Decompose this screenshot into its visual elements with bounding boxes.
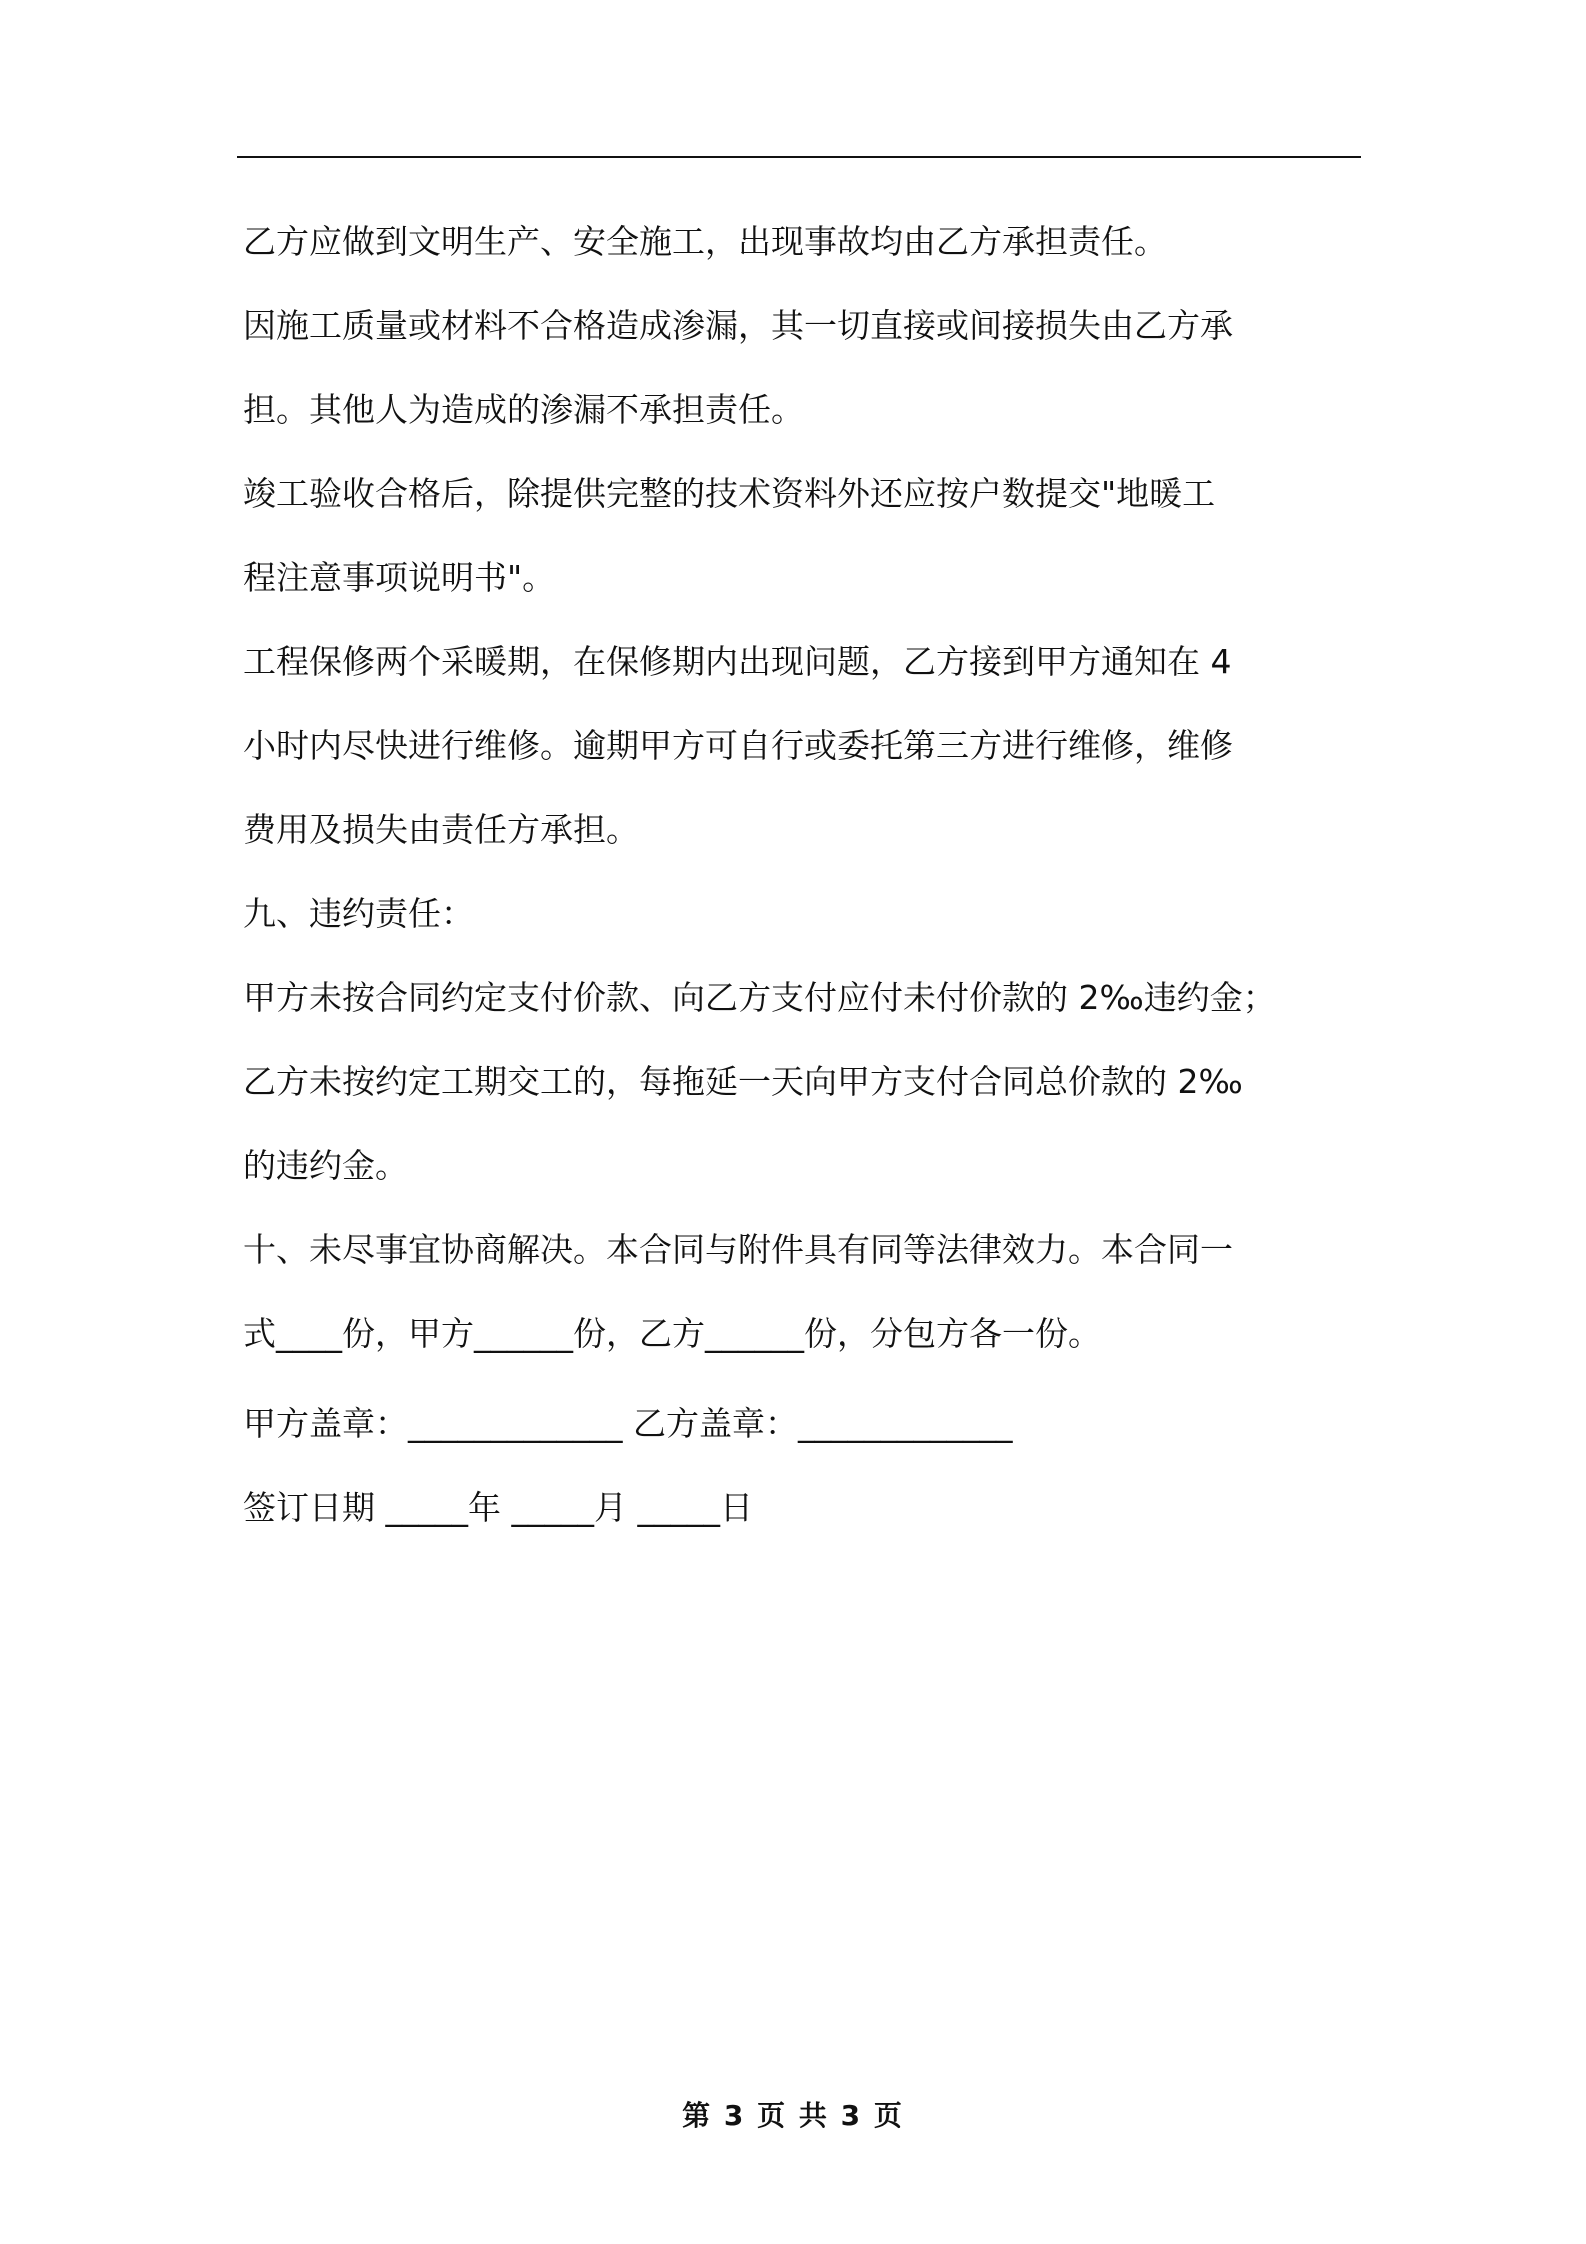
date-line: 签订日期 _____年 _____月 _____日 xyxy=(243,1488,753,1527)
text-line: 式____份，甲方______份，乙方______份，分包方各一份。 xyxy=(243,1314,1101,1353)
text-line: 竣工验收合格后，除提供完整的技术资料外还应按户数提交"地暖工 xyxy=(243,474,1216,513)
text-line: 甲方未按合同约定支付价款、向乙方支付应付未付价款的 2‰违约金； xyxy=(243,978,1276,1017)
page-number: 第 3 页 共 3 页 xyxy=(682,2099,904,2132)
header-rule xyxy=(237,156,1361,158)
text-line: 乙方未按约定工期交工的，每拖延一天向甲方支付合同总价款的 2‰ xyxy=(243,1062,1243,1101)
text-line: 的违约金。 xyxy=(243,1146,408,1185)
contract-body xyxy=(243,200,1363,1550)
text-line: 费用及损失由责任方承担。 xyxy=(243,810,639,849)
text-line: 程注意事项说明书"。 xyxy=(243,558,556,597)
text-line: 担。其他人为造成的渗漏不承担责任。 xyxy=(243,390,804,429)
text-line: 小时内尽快进行维修。逾期甲方可自行或委托第三方进行维修，维修 xyxy=(243,726,1233,765)
section-heading-misc: 十、未尽事宜协商解决。本合同与附件具有同等法律效力。本合同一 xyxy=(243,1230,1233,1269)
signature-line: 甲方盖章：_____________ 乙方盖章：_____________ xyxy=(243,1404,1013,1443)
text-line: 因施工质量或材料不合格造成渗漏，其一切直接或间接损失由乙方承 xyxy=(243,306,1233,345)
text-line: 工程保修两个采暖期，在保修期内出现问题，乙方接到甲方通知在 4 xyxy=(243,642,1232,681)
text-line: 乙方应做到文明生产、安全施工，出现事故均由乙方承担责任。 xyxy=(243,222,1167,261)
section-heading-breach: 九、违约责任： xyxy=(243,894,474,933)
